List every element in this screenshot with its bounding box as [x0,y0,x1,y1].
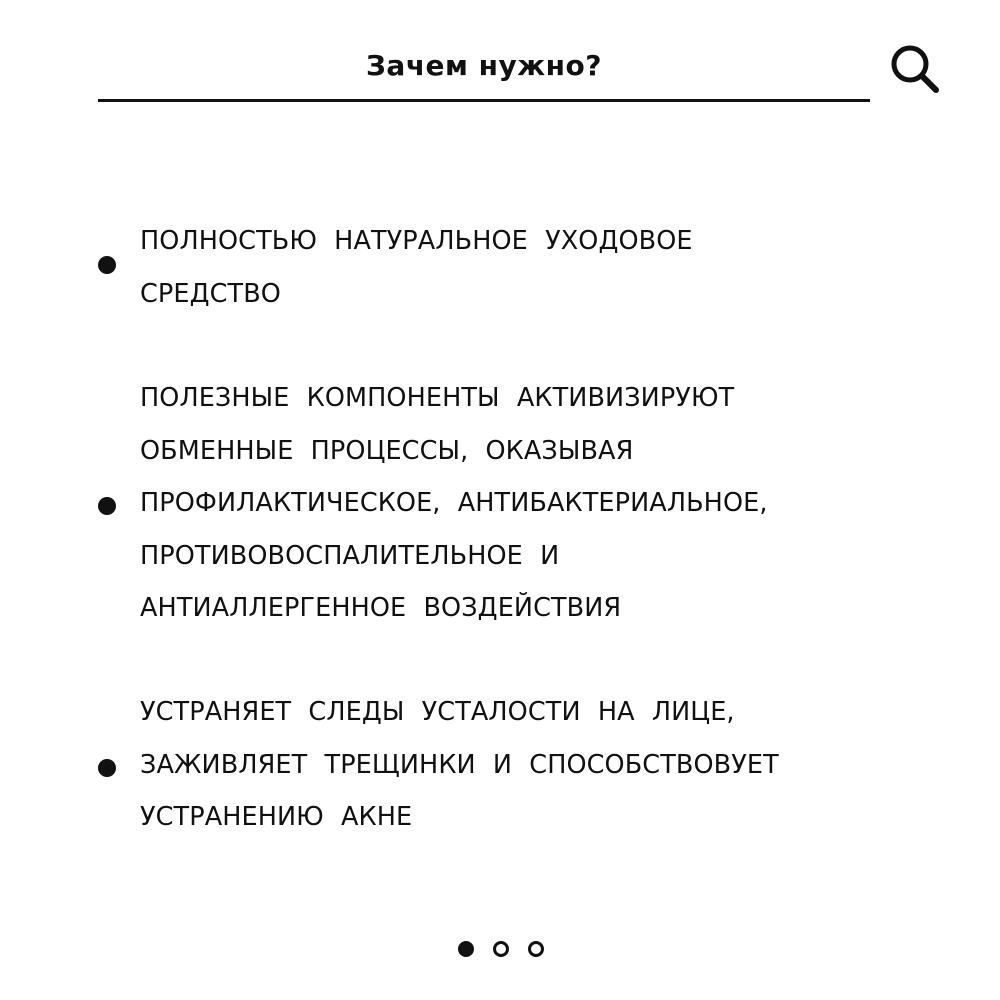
page-title: Зачем нужно? [366,49,602,82]
bullet-text: ПОЛЕЗНЫЕ КОМПОНЕНТЫ АКТИВИЗИРУЮТ ОБМЕННЫЕ ПРОЦЕССЫ, ОКАЗЫВАЯ ПРОФИЛАКТИЧЕСКОЕ, АНТИБАКТЕРИАЛЬНОЕ, ПРОТИВОВОСПАЛИТЕЛЬНОЕ И АНТИАЛЛЕРГЕННОЕ ВОЗДЕЙСТВИЯ [140,383,768,623]
pager-dot-1[interactable] [458,941,474,957]
bullet-dot [98,497,116,515]
bullet-text: УСТРАНЯЕТ СЛЕДЫ УСТАЛОСТИ НА ЛИЦЕ, ЗАЖИВЛЯЕТ ТРЕЩИНКИ И СПОСОБСТВОВУЕТ УСТРАНЕНИЮ АКНЕ [140,697,779,832]
pager-dot-2[interactable] [493,941,509,957]
pager-dot-3[interactable] [528,941,544,957]
bullet-text: ПОЛНОСТЬЮ НАТУРАЛЬНОЕ УХОДОВОЕ СРЕДСТВО [140,226,693,309]
bullet-dot [98,256,116,274]
bullet-dot [98,759,116,777]
slide-pager [456,939,548,961]
